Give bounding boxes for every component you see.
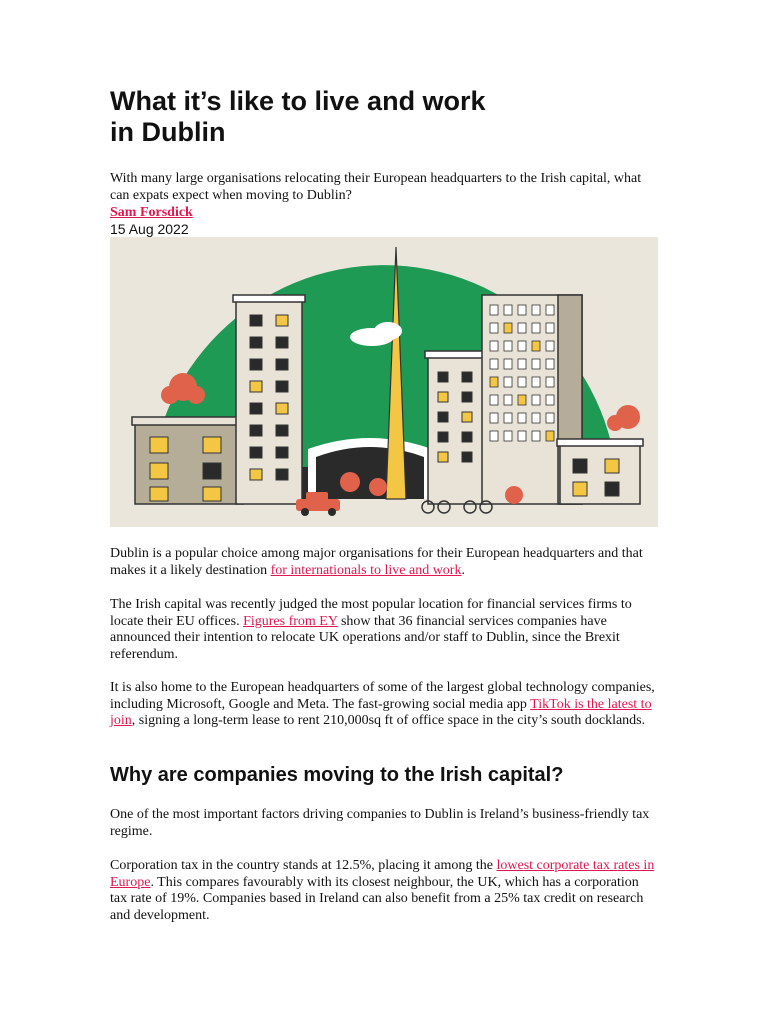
page-title <box>110 86 660 148</box>
paragraph-financial <box>110 597 655 663</box>
p5-text: Corporation tax in the country stands at 12.5%, placing it among the <box>110 858 497 873</box>
building-left <box>132 417 246 504</box>
paragraph-intro <box>110 546 655 579</box>
building-center-right <box>425 351 489 504</box>
p3-end: , signing a long-term lease to rent 210,000sq ft of office space in the city’s south docklands. <box>131 713 646 729</box>
building-right <box>557 439 643 504</box>
p2-text: The Irish capital was recently judged the most popular location for financial services firms to locate their EU offices. <box>110 597 632 629</box>
p1-end: . <box>461 562 465 578</box>
section-heading: Why are companies moving to the Irish capital? <box>110 764 564 786</box>
title-line-1: What it’s like to live and work <box>110 86 486 116</box>
p2-end: show that 36 financial services companies have announced their intention to relocate UK operations and/or staff to Dublin, since the Brexit referendum. <box>110 613 620 662</box>
building-tower-left <box>233 295 305 504</box>
paragraph-tech <box>110 680 655 730</box>
paragraph-tax-regime: One of the most important factors driving companies to Dublin is Ireland’s business-friendly tax regime. <box>110 807 650 839</box>
publish-date: 15 Aug 2022 <box>110 221 189 237</box>
p1-text: Dublin is a popular choice among major organisations for their European headquarters and that makes it a likely destination <box>110 546 643 578</box>
article-subtitle: With many large organisations relocating their European headquarters to the Irish capital, what can expats expect when moving to Dublin? <box>110 171 642 203</box>
tiktok-link[interactable]: TikTok is the latest to join <box>110 696 652 729</box>
title-line-2: in Dublin <box>110 117 226 147</box>
p3-text: It is also home to the European headquarters of some of the largest global technology companies, including Microsoft, Google and Meta. The fast-growing social media app <box>110 680 655 712</box>
dublin-skyline-illustration <box>110 237 658 527</box>
p5-end: . This compares favourably with its closest neighbour, the UK, which has a corporation tax rate of 19%. Companies based in Ireland can also benefit from a 25% tax credit on research and development. <box>110 874 644 923</box>
internationals-link[interactable]: for internationals to live and work <box>270 562 462 578</box>
lowest-tax-rates-link[interactable]: lowest corporate tax rates in Europe <box>110 858 655 890</box>
paragraph-corporation-tax <box>110 858 655 924</box>
author-link[interactable]: Sam Forsdick <box>110 205 193 220</box>
ey-figures-link[interactable]: Figures from EY <box>243 613 338 629</box>
